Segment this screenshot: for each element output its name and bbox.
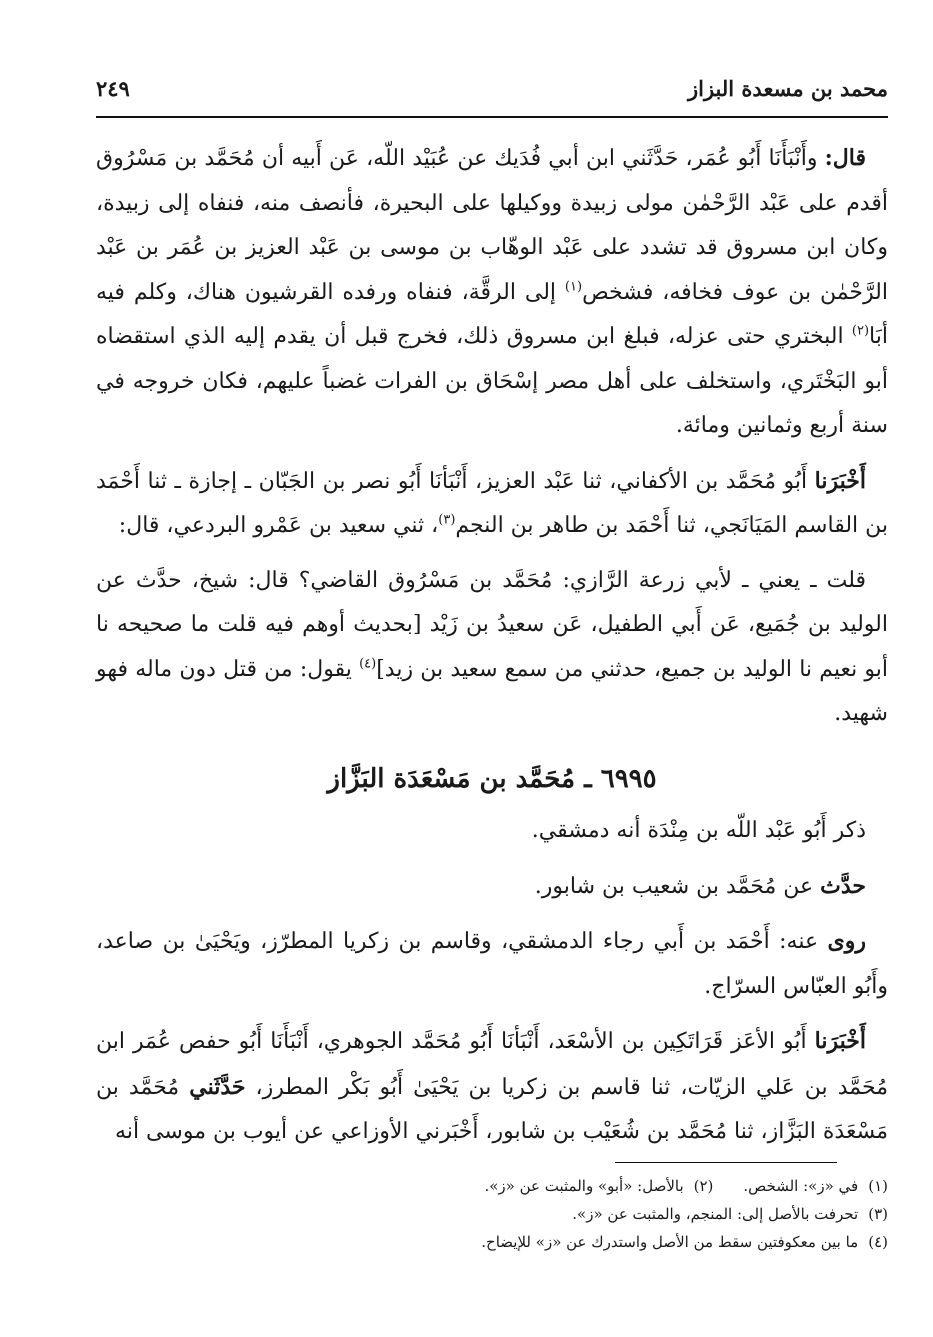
paragraph-2 bbox=[96, 459, 888, 549]
footnote-3-text: تحرفت بالأصل إلى: المنجم، والمثبت عن «ز». bbox=[572, 1205, 859, 1223]
footnote-ref-3: (٣) bbox=[438, 512, 456, 528]
footnote-ref-1: (١) bbox=[564, 279, 583, 295]
paragraph-4-text: ذكر أَبُو عَبْد اللّه بن مِنْدَة أنه دمشقي. bbox=[531, 818, 866, 843]
footnote-1 bbox=[743, 1172, 888, 1200]
paragraph-7-text-b: مُحَمَّد بن مَسْعَدَة البَزَّاز، ثنا مُحَمَّد بن شُعَيْب بن شابور، أَخْبَرني الأوزاعي عن أيوب بن موسى أنه bbox=[96, 1074, 888, 1144]
page-header bbox=[96, 70, 888, 110]
paragraph-7-lead-2: حَدَّثَني bbox=[189, 1073, 246, 1100]
footnote-1-text: في «ز»: الشخص. bbox=[743, 1177, 859, 1195]
paragraph-1 bbox=[96, 136, 888, 449]
paragraph-3 bbox=[96, 559, 888, 737]
paragraph-5-text: عن مُحَمَّد بن شعيب بن شابور. bbox=[534, 873, 821, 899]
paragraph-5 bbox=[96, 864, 888, 910]
paragraph-4 bbox=[96, 809, 888, 854]
footnote-3-number: (٣) bbox=[868, 1205, 888, 1223]
header-rule bbox=[96, 116, 888, 118]
paragraph-1-text-c: البختري حتى عزله، فبلغ ابن مسروق ذلك، فخرج قبل أن يقدم إليه الذي استقضاه أبو البَخْتَري، واستخلف على أهل مصر إسْحَاق بن الفرات غضباً عليهم، فكان خروجه في سنة أربع وثمانين ومائة. bbox=[96, 324, 888, 438]
paragraph-1-text-b: إلى الرقَّة، فنفاه ورفده القرشيون هناك، وكلم فيه أبَا bbox=[96, 279, 888, 349]
paragraph-7-text-a: أَبُو الأعَز قَرَاتَكِين بن الأسْعَد، أَنْبَأنَا أَبُو مُحَمَّد الجوهري، أَنْبَأَنَا أَبُو حفص عُمَر ابن مُحَمَّد بن عَلي الزيّات، ثنا قاسم بن زكريا بن يَحْيَىٰ أَبُو بَكْر المطرز، bbox=[96, 1029, 888, 1100]
paragraph-7 bbox=[96, 1019, 888, 1155]
footnotes bbox=[96, 1172, 888, 1256]
paragraph-6 bbox=[96, 919, 888, 1009]
page-number: ٢٤٩ bbox=[96, 76, 130, 101]
paragraph-3-text-a: قلت ـ يعني ـ لأبي زرعة الرَّازي: مُحَمَّد بن مَسْرُوق القاضي؟ قال: شيخ، حدَّث عن الوليد بن جُمَيع، عَن أَبي الطفيل، عَن سعيدُ بن زَيْد [بحديث أوهم فيه قلت ما صحيحه نا أبو نعيم نا الوليد بن جميع، حدثني من سمع سعيد بن زيد] bbox=[96, 567, 889, 682]
paragraph-1-text-a: وأَنْبَأَنَا أَبُو عُمَر، حَدَّثَني ابن أبي فُدَيك عن عُبَيْد اللّه، عَن أَبيه أن مُحَمَّد بن مَسْرُوق أقدم على عَبْد الرَّحْمٰن مولى زبيدة ووكيلها على البحيرة، فأنصف منه، فنفاه إلى زبيدة، وكان ابن مسروق قد تشدد على عَبْد الوهّاب بن موسى بن عَبْد العزيز بن عُمَر بن عَبْد الرَّحْمٰن بن عوف فخافه، فشخص bbox=[96, 146, 888, 305]
footnote-ref-4: (٤) bbox=[359, 656, 377, 672]
paragraph-3-text-b: يقول: من قتل دون ماله فهو شهيد. bbox=[96, 656, 888, 726]
footnote-4 bbox=[481, 1228, 888, 1256]
running-title: محمد بن مسعدة البزاز bbox=[687, 76, 888, 101]
footnote-ref-2: (٢) bbox=[851, 323, 870, 339]
entry-title: ٦٩٩٥ ـ مُحَمَّد بن مَسْعَدَة البَزَّاز bbox=[327, 763, 657, 794]
footnote-2-number: (٢) bbox=[693, 1177, 714, 1195]
footnote-1-number: (١) bbox=[868, 1177, 888, 1195]
paragraph-5-lead: حدَّث bbox=[820, 872, 866, 899]
paragraph-6-text: عنه: أَحْمَد بن أَبي رجاء الدمشقي، وقاسم بن زكريا المطرّز، ويَحْيَىٰ بن صاعد، وأَبُو العبّاس السرّاج. bbox=[96, 929, 888, 999]
footnote-2-text: بالأصل: «أبو» والمثبت عن «ز». bbox=[484, 1177, 684, 1195]
paragraph-2-lead: أَخْبَرَنا bbox=[814, 467, 866, 494]
footnote-separator bbox=[615, 1162, 837, 1163]
footnote-3 bbox=[572, 1200, 888, 1228]
footnote-4-text: ما بين معكوفتين سقط من الأصل واستدرك عن «ز» للإيضاح. bbox=[481, 1233, 859, 1251]
paragraph-7-lead: أَخْبَرَنا bbox=[814, 1028, 866, 1054]
paragraph-2-text-a: أَبُو مُحَمَّد بن الأكفاني، ثنا عَبْد العزيز، أَنْبَأنَا أَبُو نصر بن الجَبّان ـ إجازة ـ ثنا أَحْمَد بن القاسم المَيَانَجي، ثنا أَحْمَد بن طاهر بن النجم bbox=[96, 468, 888, 538]
footnote-4-number: (٤) bbox=[868, 1233, 888, 1251]
paragraph-1-lead: قال: bbox=[824, 145, 866, 171]
footnote-row bbox=[96, 1172, 888, 1200]
footnote-row bbox=[96, 1200, 888, 1228]
footnote-row bbox=[96, 1228, 888, 1256]
paragraph-6-lead: روى bbox=[827, 928, 866, 954]
main-text bbox=[96, 136, 888, 1165]
paragraph-2-text-b: ، ثني سعيد بن عَمْرو البردعي، قال: bbox=[118, 513, 439, 538]
footnote-2 bbox=[484, 1172, 713, 1200]
